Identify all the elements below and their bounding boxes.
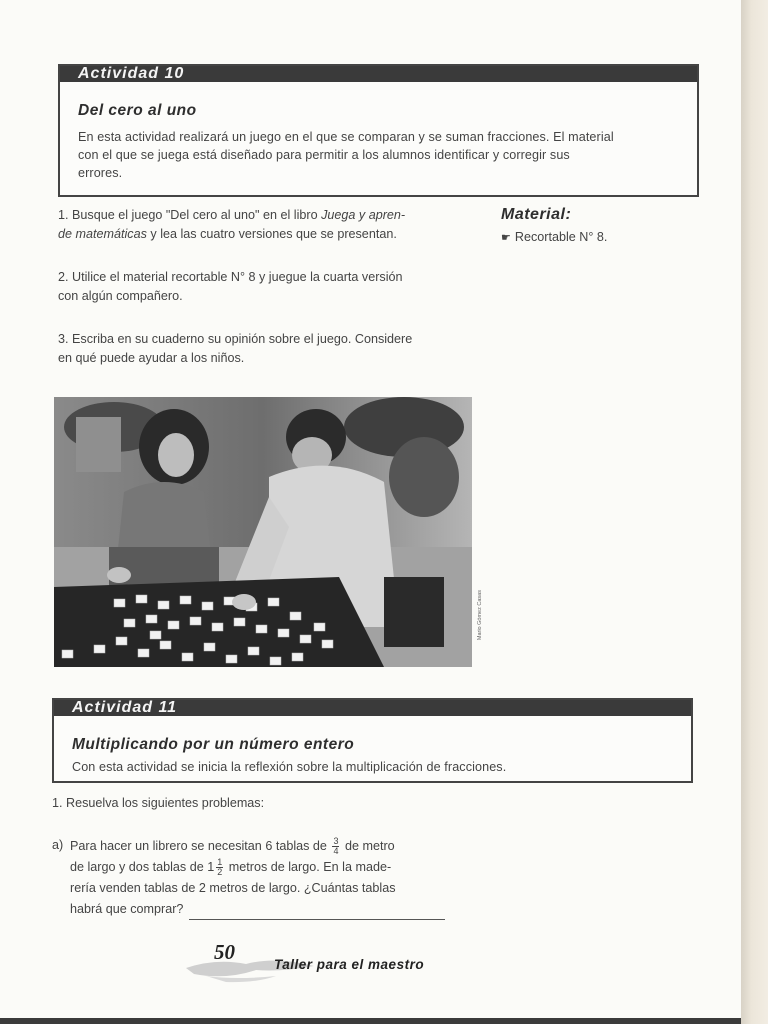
problem-a-line-3: rería venden tablas de 2 metros de largo. ¿Cuántas tablas bbox=[70, 881, 396, 895]
activity-10-label: Actividad 10 bbox=[78, 65, 185, 82]
activity-10-desc-line-3: errores. bbox=[78, 166, 123, 180]
activity-10-description bbox=[78, 128, 688, 182]
material-item bbox=[501, 230, 607, 244]
problem-a-label: a) bbox=[52, 838, 64, 852]
activity-10-desc-line-1: En esta actividad realizará un juego en el que se comparan y se suman fracciones. El material bbox=[78, 130, 614, 144]
pointing-hand-icon: ☛ bbox=[501, 232, 511, 244]
step-3-line-2: en qué puede ayudar a los niños. bbox=[58, 351, 245, 365]
activity-11-description: Con esta actividad se inicia la reflexión sobre la multiplicación de fracciones. bbox=[72, 760, 507, 774]
activity-10-title: Del cero al uno bbox=[78, 102, 197, 119]
photo-credit: Mario Gómez Casas bbox=[477, 590, 483, 641]
step-1 bbox=[58, 206, 488, 244]
fraction-denominator: 4 bbox=[333, 846, 339, 857]
activity-10-header-bar bbox=[60, 66, 697, 82]
problem-a bbox=[70, 836, 480, 920]
fraction-numerator: 3 bbox=[333, 836, 339, 847]
problem-a-text-1b: de metro bbox=[344, 839, 395, 853]
activity-11-label: Actividad 11 bbox=[72, 699, 178, 716]
step-1-line-1 bbox=[58, 206, 488, 225]
book-title-part-1: Juega y apren- bbox=[321, 208, 406, 222]
material-heading: Material: bbox=[501, 206, 572, 223]
activity-11-box bbox=[52, 698, 693, 783]
step-1-text-a: 1. Busque el juego "Del cero al uno" en el libro bbox=[58, 208, 322, 222]
step-3-line-1: 3. Escriba en su cuaderno su opinión sobre el juego. Considere bbox=[58, 332, 413, 346]
activity-11-header-bar bbox=[54, 700, 691, 716]
photo-illustration bbox=[54, 397, 472, 667]
scan-bottom-edge bbox=[0, 1018, 741, 1024]
problem-a-text-2a: de largo y dos tablas de 1 bbox=[70, 860, 215, 874]
fraction-denominator: 2 bbox=[217, 867, 223, 878]
book-title-footer: Taller para el maestro bbox=[274, 957, 425, 972]
problem-a-text-2b: metros de largo. En la made- bbox=[228, 860, 392, 874]
page-edge-shadow bbox=[741, 0, 768, 1024]
photo-players-with-cards bbox=[54, 397, 472, 667]
page-number: 50 bbox=[214, 940, 235, 964]
activity-11-title: Multiplicando por un número entero bbox=[72, 736, 355, 753]
problem-a-text-1a: Para hacer un librero se necesitan 6 tablas de bbox=[70, 839, 327, 853]
step-2 bbox=[58, 268, 488, 306]
activity-10-box bbox=[58, 64, 699, 197]
step-1-text-b: y lea las cuatro versiones que se presentan. bbox=[146, 227, 397, 241]
problem-a-line-2 bbox=[70, 857, 480, 878]
problem-a-line-1 bbox=[70, 836, 480, 857]
fraction-one-half bbox=[216, 858, 223, 877]
fraction-three-quarters bbox=[332, 837, 339, 856]
step-3 bbox=[58, 330, 488, 368]
step-1-line-2 bbox=[58, 225, 488, 244]
fraction-numerator: 1 bbox=[217, 857, 223, 868]
problem-a-text-4: habrá que comprar? bbox=[70, 902, 184, 916]
problems-intro: 1. Resuelva los siguientes problemas: bbox=[52, 796, 265, 810]
step-2-line-2: con algún compañero. bbox=[58, 289, 183, 303]
book-title-part-2: de matemáticas bbox=[58, 227, 147, 241]
activity-10-desc-line-2: con el que se juega está diseñado para permitir a los alumnos identificar y corregir sus bbox=[78, 148, 570, 162]
problem-a-line-4 bbox=[70, 899, 480, 920]
material-item-text: Recortable N° 8. bbox=[514, 230, 608, 244]
answer-line[interactable] bbox=[189, 907, 445, 920]
step-2-line-1: 2. Utilice el material recortable N° 8 y juegue la cuarta versión bbox=[58, 270, 403, 284]
